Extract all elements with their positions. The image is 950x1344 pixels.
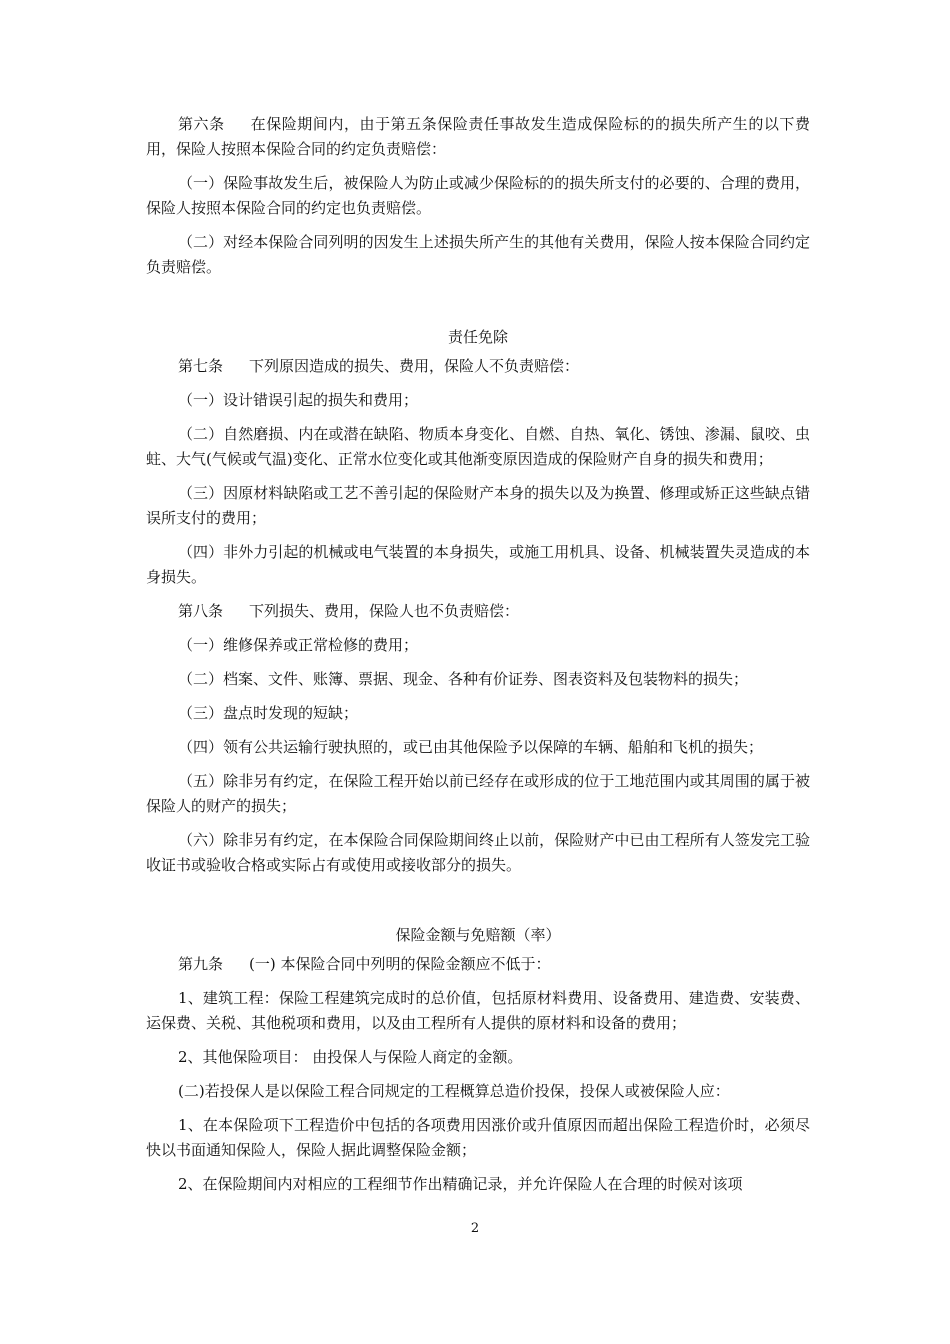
clause-paragraph: （三）盘点时发现的短缺； <box>178 704 359 722</box>
article-text: 下列原因造成的损失、费用，保险人不负责赔偿： <box>249 357 580 375</box>
clause-paragraph: （一）保险事故发生后，被保险人为防止或减少保险标的的损失所支付的必要的、合理的费用，保险人按照本保险合同的约定也负责赔偿。 <box>146 174 810 217</box>
clause-paragraph: （四）领有公共运输行驶执照的，或已由其他保险予以保障的车辆、船舶和飞机的损失； <box>178 738 764 756</box>
clause-paragraph: （五）除非另有约定，在保险工程开始以前已经存在或形成的位于工地范围内或其周围的属于被保险人的财产的损失； <box>146 772 810 815</box>
article-label: 第七条 <box>178 357 224 375</box>
article-paragraph <box>146 112 810 162</box>
clause-paragraph: （六）除非另有约定，在本保险合同保险期间终止以前，保险财产中已由工程所有人签发完工验收证书或验收合格或实际占有或使用或接收部分的损失。 <box>146 831 810 874</box>
clause-paragraph: （四）非外力引起的机械或电气装置的本身损失，或施工用机具、设备、机械装置失灵造成的本身损失。 <box>146 543 810 586</box>
clause-paragraph: （三）因原材料缺陷或工艺不善引起的保险财产本身的损失以及为换置、修理或矫正这些缺点错误所支付的费用； <box>146 484 810 527</box>
article-paragraph <box>146 354 810 379</box>
clause-paragraph: 2、在保险期间内对相应的工程细节作出精确记录，并允许保险人在合理的时候对该项 <box>178 1175 743 1193</box>
article-text: (一) 本保险合同中列明的保险金额应不低于： <box>249 955 551 973</box>
page-number: 2 <box>470 1221 480 1236</box>
article-label: 第六条 <box>178 115 225 133</box>
clause-paragraph: （二）档案、文件、账簿、票据、现金、各种有价证券、图表资料及包装物料的损失； <box>178 670 749 688</box>
document-body <box>146 112 810 1206</box>
clause-paragraph: 2、其他保险项目： 由投保人与保险人商定的金额。 <box>178 1048 523 1066</box>
section-heading: 保险金额与免赔额（率） <box>395 926 561 944</box>
clause-paragraph: （一）维修保养或正常检修的费用； <box>178 636 419 654</box>
article-text: 下列损失、费用，保险人也不负责赔偿： <box>249 602 520 620</box>
clause-paragraph: （二）自然磨损、内在或潜在缺陷、物质本身变化、自燃、自热、氧化、锈蚀、渗漏、鼠咬、虫蛀、大气(气候或气温)变化、正常水位变化或其他渐变原因造成的保险财产自身的损失和费用； <box>146 425 810 468</box>
article-label: 第九条 <box>178 955 224 973</box>
clause-paragraph: (二)若投保人是以保险工程合同规定的工程概算总造价投保，投保人或被保险人应： <box>178 1082 730 1100</box>
article-paragraph <box>146 952 810 977</box>
clause-paragraph: 1、建筑工程：保险工程建筑完成时的总价值，包括原材料费用、设备费用、建造费、安装费、运保费、关税、其他税项和费用，以及由工程所有人提供的原材料和设备的费用； <box>146 989 810 1032</box>
section-heading: 责任免除 <box>447 328 508 346</box>
clause-paragraph: （二）对经本保险合同列明的因发生上述损失所产生的其他有关费用，保险人按本保险合同约定负责赔偿。 <box>146 233 810 276</box>
article-paragraph <box>146 599 810 624</box>
clause-paragraph: （一）设计错误引起的损失和费用； <box>178 391 419 409</box>
article-text: 在保险期间内，由于第五条保险责任事故发生造成保险标的的损失所产生的以下费用，保险人按照本保险合同的约定负责赔偿： <box>146 115 810 158</box>
article-label: 第八条 <box>178 602 224 620</box>
clause-paragraph: 1、在本保险项下工程造价中包括的各项费用因涨价或升值原因而超出保险工程造价时，必须尽快以书面通知保险人，保险人据此调整保险金额； <box>146 1116 810 1159</box>
